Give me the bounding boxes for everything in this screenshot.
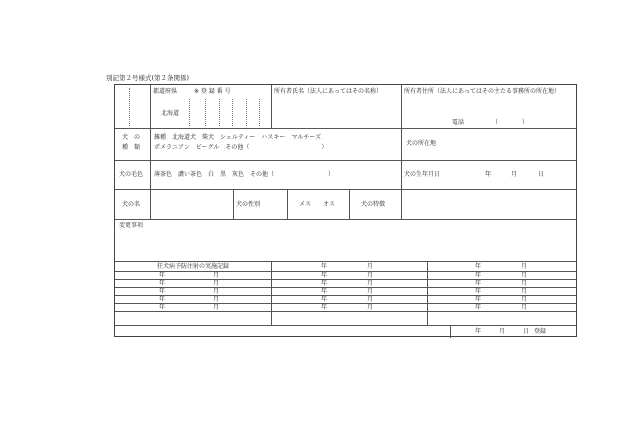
row-divider — [115, 279, 576, 280]
rabies-month-cell: 月 — [213, 304, 220, 311]
dotted-divider — [129, 88, 130, 126]
rabies-year-cell: 年 — [475, 288, 482, 295]
col-divider — [427, 261, 428, 325]
phone-label: 電話 — [452, 119, 465, 126]
row-divider — [115, 271, 576, 272]
col-divider — [271, 261, 272, 325]
dog-location-label: 犬の所在地 — [406, 140, 437, 147]
rabies-month-cell: 月 — [521, 288, 528, 295]
rabies-year-cell: 年 — [475, 296, 482, 303]
col-divider — [401, 189, 402, 219]
rabies-year-cell: 年 — [321, 296, 328, 303]
rabies-month-cell: 月 — [521, 272, 528, 279]
coat-options: 薄茶色 濃い茶色 白 黒 灰色 その他（ ） — [154, 171, 335, 178]
rabies-year-cell: 年 — [475, 304, 482, 311]
dog-registration-form — [114, 84, 577, 337]
col-divider — [401, 85, 402, 160]
rabies-year-cell: 年 — [159, 304, 166, 311]
rabies-year-cell: 年 — [321, 272, 328, 279]
row-divider — [115, 128, 576, 129]
col-divider — [150, 189, 151, 219]
rabies-month-cell: 月 — [367, 263, 374, 270]
registered-day: 日 — [523, 328, 530, 335]
col-divider — [233, 189, 234, 219]
rabies-month-cell: 月 — [213, 296, 220, 303]
col-divider — [150, 85, 151, 128]
col-divider — [349, 189, 350, 219]
dotted-divider — [246, 99, 247, 126]
phone-parens: （ ） — [492, 119, 529, 126]
rabies-month-cell: 月 — [367, 288, 374, 295]
col-divider — [401, 160, 402, 189]
row-divider — [115, 287, 576, 288]
breed-label-line1: 犬 の — [122, 134, 141, 141]
owner-name-label: 所有者氏名（法人にあってはその名称） — [274, 88, 382, 95]
rabies-year-cell: 年 — [321, 280, 328, 287]
rabies-year-cell: 年 — [159, 280, 166, 287]
row-divider — [115, 325, 576, 326]
rabies-year-cell: 年 — [475, 263, 482, 270]
rabies-month-cell: 月 — [213, 280, 220, 287]
prefecture-label: 都道府県 — [153, 88, 178, 95]
rabies-year-cell: 年 — [321, 288, 328, 295]
rabies-month-cell: 月 — [521, 263, 528, 270]
birth-year: 年 — [485, 171, 492, 178]
changes-label: 変更事項 — [119, 222, 144, 229]
rabies-year-cell: 年 — [159, 272, 166, 279]
rabies-month-cell: 月 — [213, 288, 220, 295]
dotted-divider — [189, 99, 190, 126]
row-divider — [115, 189, 576, 190]
registered-label: 登録 — [534, 328, 547, 335]
col-divider — [271, 85, 272, 128]
rabies-year-cell: 年 — [475, 272, 482, 279]
registered-month: 月 — [499, 328, 506, 335]
dog-sex-label: 犬の性別 — [236, 201, 261, 208]
rabies-month-cell: 月 — [367, 304, 374, 311]
rabies-month-cell: 月 — [367, 272, 374, 279]
row-divider — [115, 261, 576, 262]
rabies-month-cell: 月 — [521, 280, 528, 287]
rabies-year-cell: 年 — [321, 263, 328, 270]
rabies-month-cell: 月 — [213, 272, 220, 279]
row-divider — [115, 311, 576, 312]
dog-name-label: 犬の名 — [122, 201, 141, 208]
registration-number-label: ※ 登 録 番 号 — [194, 88, 231, 95]
rabies-month-cell: 月 — [367, 280, 374, 287]
breed-label-line2: 種 類 — [122, 144, 141, 151]
birth-day: 日 — [538, 171, 545, 178]
sex-options: メス オス — [299, 201, 335, 208]
col-divider — [150, 128, 151, 189]
form-caption: 別記第２号様式(第２条関係) — [106, 74, 190, 82]
rabies-year-cell: 年 — [159, 288, 166, 295]
dotted-divider — [205, 99, 206, 126]
coat-label: 犬の毛色 — [119, 171, 144, 178]
registered-year: 年 — [475, 328, 482, 335]
rabies-month-cell: 月 — [367, 296, 374, 303]
col-divider — [287, 189, 288, 219]
prefecture-value: 北海道 — [161, 110, 180, 117]
rabies-record-header: 狂犬病予防注射の実施記録 — [156, 263, 229, 270]
breed-options-line1: 雑種 北海道犬 柴犬 シェルティー ハスキー マルチーズ — [154, 134, 322, 141]
dog-features-label: 犬の特徴 — [361, 201, 386, 208]
owner-address-label: 所有者住所（法人にあってはその主たる事務所の所在地） — [404, 88, 560, 95]
breed-options-line2: ポメラニアン ビーグル その他（ ） — [154, 144, 328, 151]
row-divider — [115, 303, 576, 304]
birth-month: 月 — [511, 171, 518, 178]
birthdate-label: 犬の生年月日 — [404, 171, 441, 178]
rabies-year-cell: 年 — [159, 296, 166, 303]
rabies-year-cell: 年 — [321, 304, 328, 311]
row-divider — [115, 295, 576, 296]
col-divider — [450, 325, 451, 338]
row-divider — [115, 160, 576, 161]
dotted-divider — [219, 99, 220, 126]
rabies-year-cell: 年 — [475, 280, 482, 287]
dotted-divider — [232, 99, 233, 126]
row-divider — [115, 219, 576, 220]
rabies-month-cell: 月 — [521, 296, 528, 303]
dotted-divider — [259, 99, 260, 126]
rabies-month-cell: 月 — [521, 304, 528, 311]
